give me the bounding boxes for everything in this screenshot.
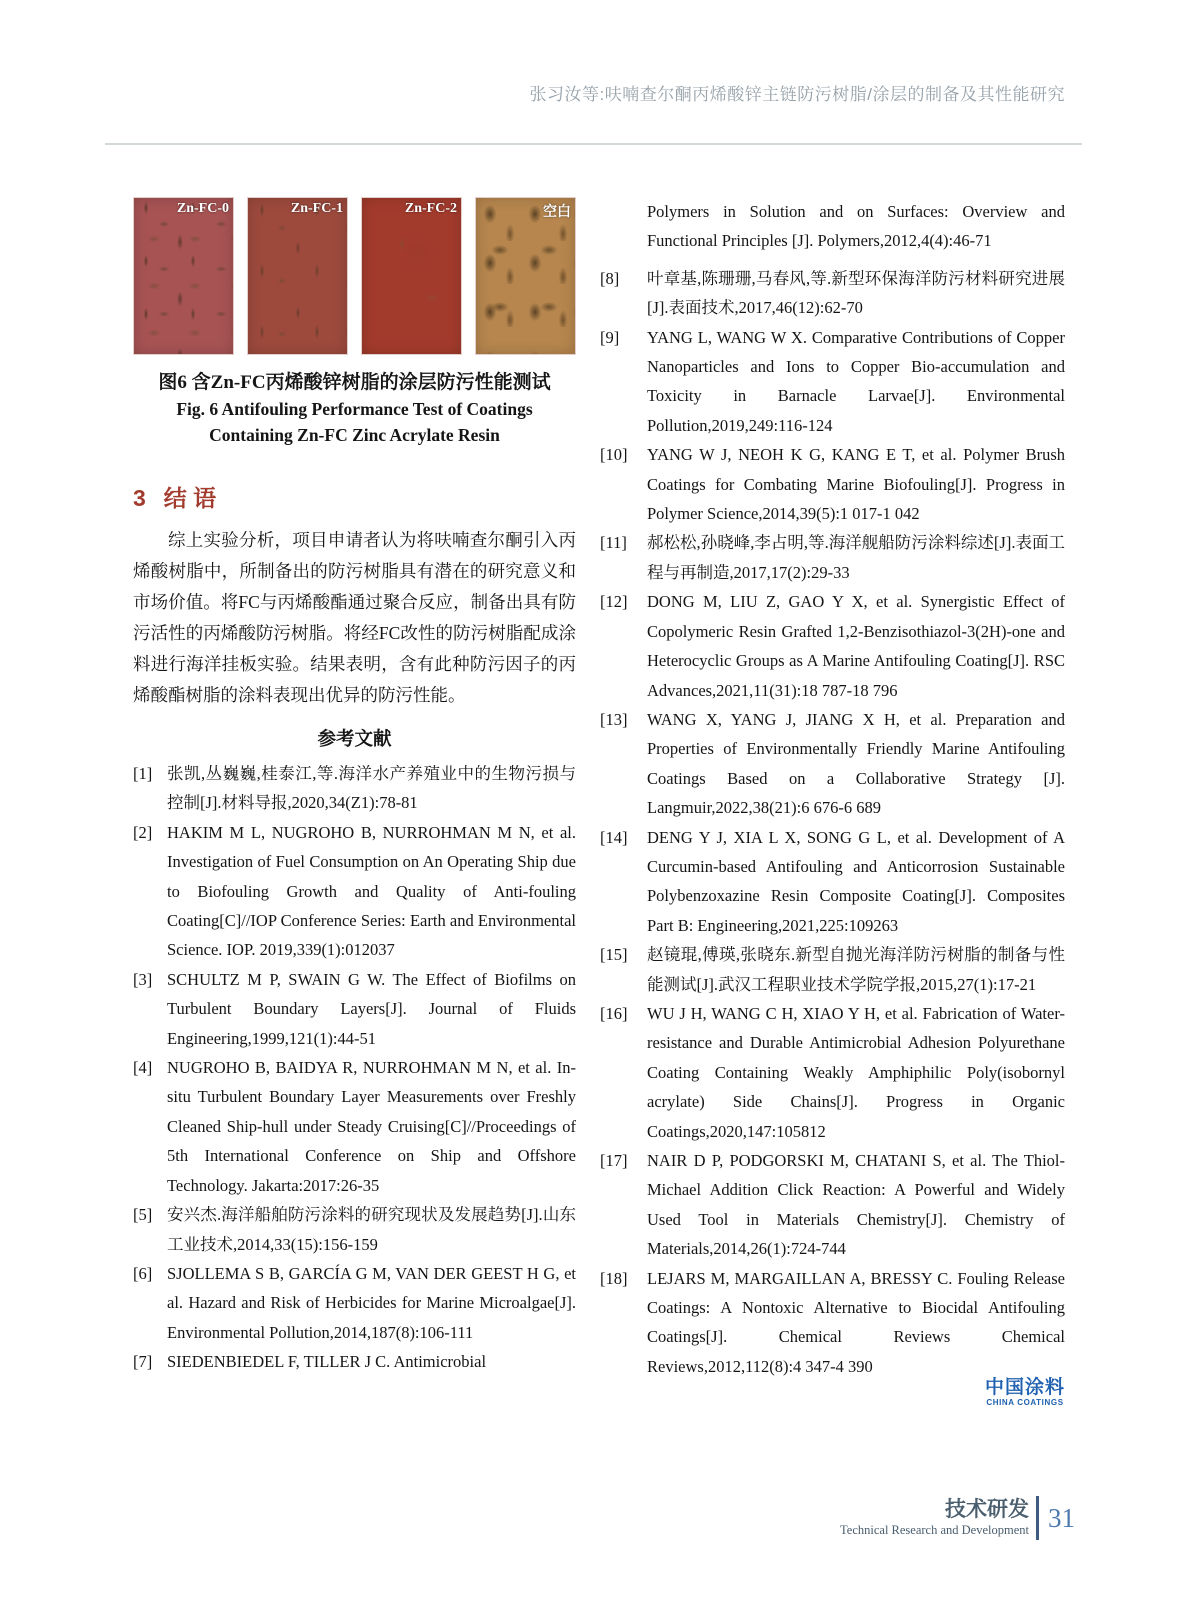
reference-number: [1] [133, 764, 153, 783]
left-column [133, 197, 576, 1377]
panel-label: Zn-FC-0 [176, 201, 229, 216]
panel-label: 空白 [543, 205, 571, 220]
reference-item-15 [600, 940, 1065, 999]
reference-item-7 [133, 1347, 576, 1376]
footer-section-name [840, 1498, 1029, 1539]
logo-text-zh: 中国涂料 [984, 1377, 1065, 1398]
coating-photo-znfc2 [361, 197, 462, 355]
reference-item-12 [600, 587, 1065, 705]
reference-number: [6] [133, 1263, 153, 1283]
reference-text: 叶章基,陈珊珊,马春风,等.新型环保海洋防污材料研究进展[J].表面技术,2017,46(12):62-70 [647, 268, 1065, 318]
right-column [600, 197, 1065, 1381]
reference-item-3 [133, 965, 576, 1053]
reference-number: [2] [133, 822, 153, 842]
reference-number: [10] [600, 445, 628, 465]
section-title: 结 语 [163, 485, 217, 511]
section-3-heading [133, 480, 576, 513]
coating-photo-blank [475, 197, 576, 355]
reference-text: NUGROHO B, BAIDYA R, NURROHMAN M N, et al. In-situ Turbulent Boundary Layer Measurements over Freshly Cleaned Ship-hull under Steady Cruising[C]//Proceedings of 5th International Conference on Ship and Offshore Technology. Jakarta:2017:26-35 [167, 1058, 576, 1195]
conclusion-paragraph: 综上实验分析，项目申请者认为将呋喃查尔酮引入丙烯酸树脂中，所制备出的防污树脂具有潜在的研究意义和市场价值。将FC与丙烯酸酯通过聚合反应，制备出具有防污活性的丙烯酸防污树脂。将经FC改性的防污树脂配成涂料进行海洋挂板实验。结果表明，含有此种防污因子的丙烯酸酯树脂的涂料表现出优异的防污性能。 [133, 530, 576, 705]
reference-number: [8] [600, 268, 620, 288]
reference-number: [11] [600, 533, 627, 553]
reference-text: WU J H, WANG C H, XIAO Y H, et al. Fabrication of Water-resistance and Durable Antimicrobial Adhesion Polyurethane Coating Containing Weakly Amphiphilic Poly(isobornyl acrylate) Side Chains[J]. Progress in Organic Coatings,2020,147:105812 [647, 1003, 1065, 1141]
reference-text: DONG M, LIU Z, GAO Y X, et al. Synergistic Effect of Copolymeric Resin Grafted 1,2-Benzisothiazol-3(2H)-one and Heterocyclic Groups as A Marine Antifouling Coating[J]. RSC Advances,2021,11(31):18 787-18 796 [647, 592, 1065, 700]
figure-6-panels [133, 197, 576, 355]
reference-item-13 [600, 705, 1065, 823]
reference-text: LEJARS M, MARGAILLAN A, BRESSY C. Fouling Release Coatings: A Nontoxic Alternative to Biocidal Antifouling Coatings[J]. Chemical Reviews Chemical Reviews,2012,112(8):4 347-4 390 [647, 1268, 1065, 1376]
header-rule [105, 143, 1082, 145]
reference-text: DENG Y J, XIA L X, SONG G L, et al. Development of A Curcumin-based Antifouling and Anticorrosion Sustainable Polybenzoxazine Resin Composite Coating[J]. Composites Part B: Engineering,2021,225:109263 [647, 827, 1065, 935]
reference-number: [4] [133, 1058, 153, 1078]
reference-number: [7] [133, 1352, 153, 1372]
reference-number: [15] [600, 945, 628, 965]
reference-text: SCHULTZ M P, SWAIN G W. The Effect of Biofilms on Turbulent Boundary Layers[J]. Journal of Fluids Engineering,1999,121(1):44-51 [167, 969, 576, 1048]
reference-item-8 [600, 264, 1065, 323]
reference-item-17 [600, 1146, 1065, 1264]
reference-item-11 [600, 528, 1065, 587]
reference-item-1 [133, 759, 576, 818]
reference-item-14 [600, 823, 1065, 941]
reference-number: [3] [133, 969, 153, 989]
page-number: 31 [1048, 1502, 1075, 1533]
footer-section-en: Technical Research and Development [840, 1522, 1029, 1537]
china-coatings-logo [985, 1378, 1065, 1408]
footer-section-zh: 技术研发 [945, 1497, 1029, 1521]
references-right [600, 264, 1065, 1381]
reference-text: HAKIM M L, NUGROHO B, NURROHMAN M N, et al. Investigation of Fuel Consumption on An Operating Ship due to Biofouling Growth and Quality of Anti-fouling Coating[C]//IOP Conference Series: Earth and Environmental Science. IOP. 2019,339(1):012037 [167, 822, 576, 960]
reference-number: [14] [600, 827, 628, 847]
reference-item-5 [133, 1200, 576, 1259]
footer-divider [1036, 1496, 1039, 1540]
reference-number: [5] [133, 1205, 153, 1225]
references-heading: 参考文献 [317, 730, 392, 750]
reference-text: YANG L, WANG W X. Comparative Contributions of Copper Nanoparticles and Ions to Copper Bio-accumulation and Toxicity in Barnacle Larvae[J]. Environmental Pollution,2019,249:116-124 [647, 327, 1065, 435]
figure-caption-en-line1: Fig. 6 Antifouling Performance Test of Coatings [176, 399, 533, 419]
running-title: 张习汝等:呋喃查尔酮丙烯酸锌主链防污树脂/涂层的制备及其性能研究 [529, 85, 1065, 104]
reference-number: [9] [600, 327, 620, 347]
figure-caption-zh: 图6 含Zn-FC丙烯酸锌树脂的涂层防污性能测试 [158, 372, 551, 393]
reference-text: 赵镜琨,傅瑛,张晓东.新型自抛光海洋防污树脂的制备与性能测试[J].武汉工程职业技术学院学报,2015,27(1):17-21 [647, 945, 1065, 994]
figure-caption-en-line2: Containing Zn-FC Zinc Acrylate Resin [209, 425, 500, 445]
reference-text: 郝松松,孙晓峰,李占明,等.海洋舰船防污涂料综述[J].表面工程与再制造,2017,17(2):29-33 [647, 533, 1065, 582]
panel-label: Zn-FC-1 [290, 201, 343, 216]
reference-number: [16] [600, 1003, 628, 1023]
reference-text: 安兴杰.海洋船舶防污涂料的研究现状及发展趋势[J].山东工业技术,2014,33(15):156-159 [167, 1205, 576, 1254]
coating-photo-znfc1 [247, 197, 348, 355]
reference-number: [18] [600, 1268, 628, 1288]
page-footer [840, 1496, 1075, 1540]
references-left [133, 759, 576, 1377]
reference-item-4 [133, 1053, 576, 1200]
reference-item-2 [133, 818, 576, 965]
logo-text-en: CHINA COATINGS [986, 1398, 1064, 1407]
figure-6-caption [133, 369, 576, 448]
reference-text: 张凯,丛巍巍,桂泰江,等.海洋水产养殖业中的生物污损与控制[J].材料导报,2020,34(Z1):78-81 [167, 764, 576, 813]
reference-number: [13] [600, 709, 628, 729]
reference-item-7-continuation: Polymers in Solution and on Surfaces: Overview and Functional Principles [J]. Polymers,2012,4(4):46-71 [647, 202, 1065, 251]
reference-item-10 [600, 440, 1065, 528]
reference-number: [17] [600, 1151, 628, 1170]
reference-item-6 [133, 1259, 576, 1347]
reference-number: [12] [600, 592, 628, 612]
reference-text: SJOLLEMA S B, GARCÍA G M, VAN DER GEEST H G, et al. Hazard and Risk of Herbicides for Marine Microalgae[J]. Environmental Pollution,2014,187(8):106-111 [167, 1263, 576, 1342]
reference-item-18 [600, 1264, 1065, 1382]
reference-text: WANG X, YANG J, JIANG X H, et al. Preparation and Properties of Environmentally Friendly Marine Antifouling Coatings Based on a Collaborative Strategy [J]. Langmuir,2022,38(21):6 676-6 689 [647, 709, 1065, 818]
section-number: 3 [133, 485, 146, 511]
reference-item-16 [600, 999, 1065, 1146]
reference-text: NAIR D P, PODGORSKI M, CHATANI S, et al. The Thiol-Michael Addition Click Reaction: A Powerful and Widely Used Tool in Materials Chemistry[J]. Chemistry of Materials,2014,26(1):724-744 [647, 1151, 1065, 1259]
reference-text: YANG W J, NEOH K G, KANG E T, et al. Polymer Brush Coatings for Combating Marine Biofouling[J]. Progress in Polymer Science,2014,39(5):1 017-1 042 [647, 445, 1065, 524]
reference-text: SIEDENBIEDEL F, TILLER J C. Antimicrobial [167, 1352, 487, 1372]
reference-item-9 [600, 323, 1065, 441]
coating-photo-znfc0 [133, 197, 234, 355]
panel-label: Zn-FC-2 [404, 201, 457, 216]
